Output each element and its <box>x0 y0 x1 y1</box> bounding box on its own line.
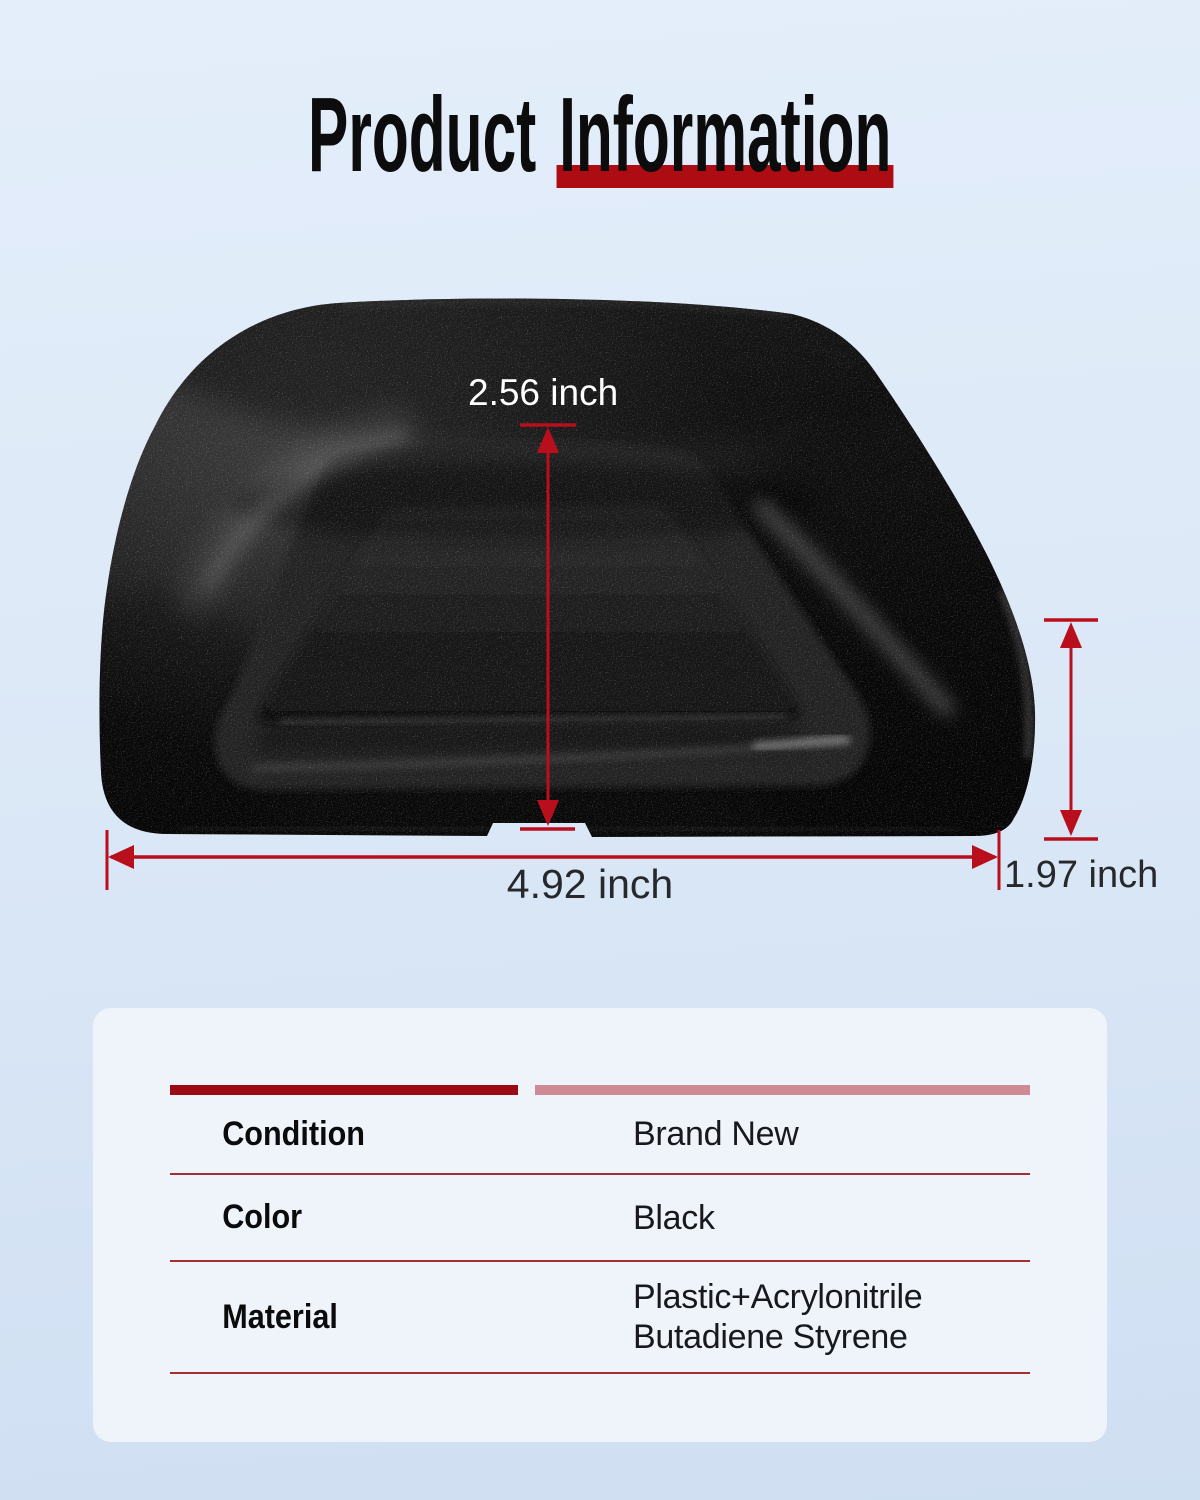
table-row-material <box>170 1262 1030 1374</box>
condition-label: Condition <box>222 1114 365 1153</box>
header-bar-light <box>535 1085 1030 1095</box>
width-dimension-label: 4.92 inch <box>506 861 674 907</box>
depth-dimension-arrow <box>1044 620 1098 839</box>
table-row-color <box>170 1175 1030 1262</box>
condition-value: Brand New <box>633 1115 799 1153</box>
height-dimension-label: 2.56 inch <box>468 372 619 413</box>
header-bar-gap <box>518 1085 535 1095</box>
material-label: Material <box>222 1297 338 1336</box>
color-value: Black <box>633 1198 715 1237</box>
product-image <box>0 190 1155 910</box>
title-word-information-underlined: Information <box>559 76 892 194</box>
header-bar-dark <box>170 1085 518 1095</box>
title-word-product: Product <box>308 76 537 194</box>
table-header-bars <box>170 1085 1030 1095</box>
color-label: Color <box>222 1198 303 1236</box>
material-value: Plastic+Acrylonitrile Butadiene Styrene <box>633 1278 923 1356</box>
spec-card <box>93 1008 1107 1442</box>
depth-dimension-label: 1.97 inch <box>1004 854 1159 896</box>
table-row-condition <box>170 1095 1030 1175</box>
